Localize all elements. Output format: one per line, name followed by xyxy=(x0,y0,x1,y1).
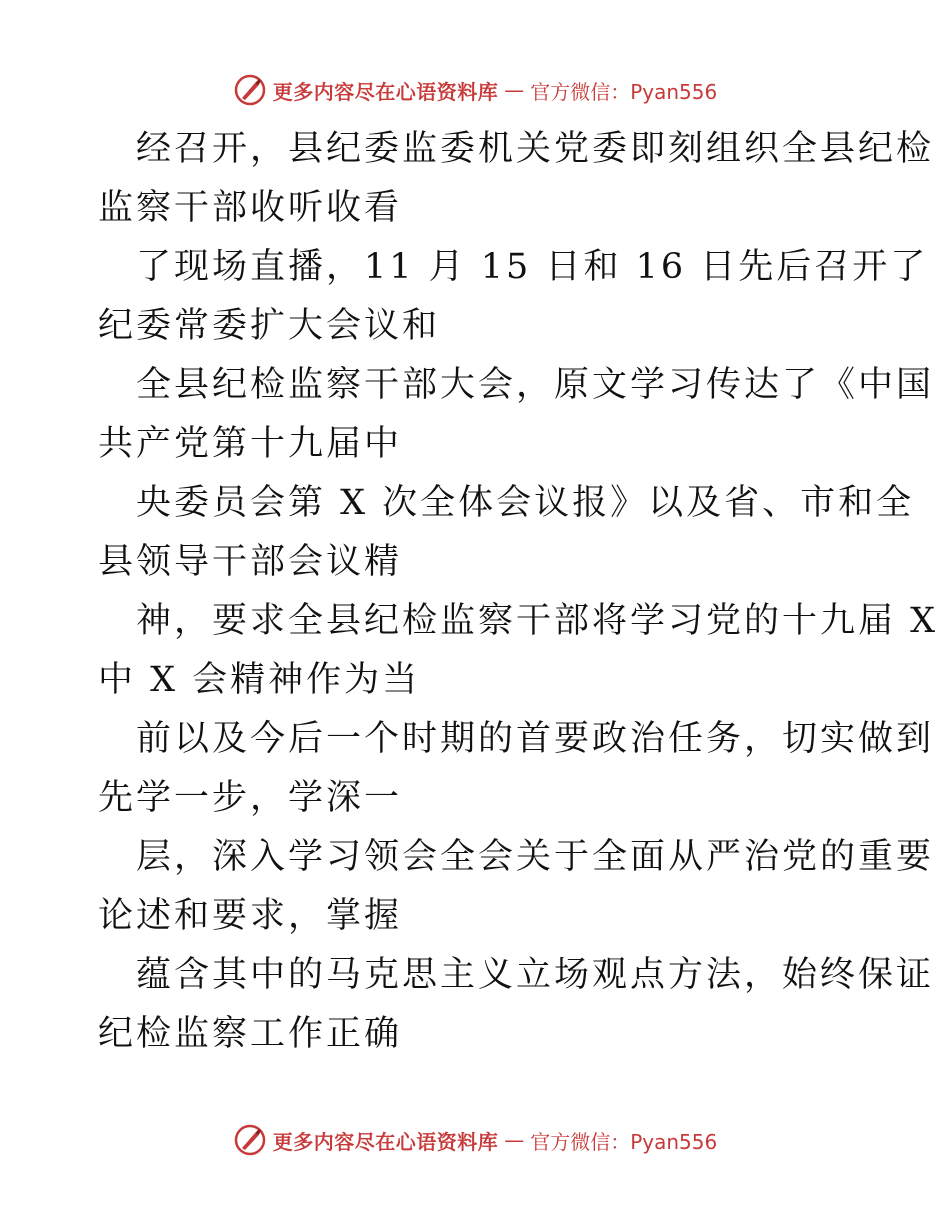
paragraph-line: 神，要求全县纪检监察干部将学习党的十九届 X xyxy=(136,601,939,641)
paragraph-line: 全县纪检监察干部大会，原文学习传达了《中国 xyxy=(136,365,935,405)
watermark-title: 更多内容尽在心语资料库 xyxy=(272,1129,499,1154)
paragraph-line: 蕴含其中的马克思主义立场观点方法，始终保证 xyxy=(136,955,935,995)
paragraph-line: 纪检监察工作正确 xyxy=(98,1014,403,1054)
header-watermark xyxy=(0,70,950,110)
paragraph-line: 县领导干部会议精 xyxy=(98,542,403,582)
paragraph-line: 监察干部收听收看 xyxy=(98,188,403,228)
quill-logo-icon xyxy=(233,73,267,107)
watermark-contact: 官方微信：Pyan556 xyxy=(530,79,718,104)
paragraph-line: 央委员会第 X 次全体会议报》以及省、市和全 xyxy=(136,483,915,523)
watermark-separator: — xyxy=(504,1128,525,1152)
paragraph-line: 层，深入学习领会全会关于全面从严治党的重要 xyxy=(136,837,935,877)
paragraph-line: 先学一步，学深一 xyxy=(98,778,403,818)
paragraph-line: 共产党第十九届中 xyxy=(98,424,403,464)
paragraph-line: 论述和要求，掌握 xyxy=(98,896,403,936)
watermark-contact: 官方微信：Pyan556 xyxy=(530,1129,718,1154)
paragraph-line: 中 X 会精神作为当 xyxy=(98,660,421,700)
paragraph-line: 前以及今后一个时期的首要政治任务，切实做到 xyxy=(136,719,935,759)
paragraph-line: 经召开，县纪委监委机关党委即刻组织全县纪检 xyxy=(136,129,935,169)
footer-watermark xyxy=(0,1120,950,1160)
paragraph-line: 纪委常委扩大会议和 xyxy=(98,306,441,346)
paragraph-line: 了现场直播，11 月 15 日和 16 日先后召开了 xyxy=(136,247,929,287)
watermark-title: 更多内容尽在心语资料库 xyxy=(272,79,499,104)
watermark-separator: — xyxy=(504,78,525,102)
document-body xyxy=(98,120,939,1064)
quill-logo-icon xyxy=(233,1123,267,1157)
